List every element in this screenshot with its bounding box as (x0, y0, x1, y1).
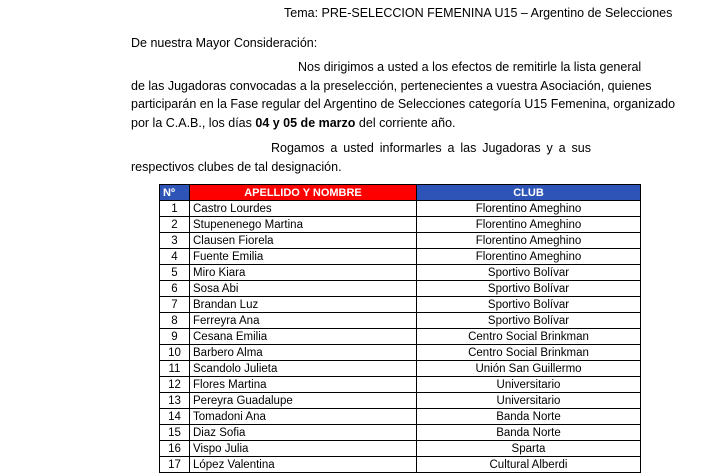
table-row (160, 265, 641, 281)
player-name: López Valentina (190, 457, 417, 473)
row-number: 7 (160, 297, 190, 313)
table-row (160, 409, 641, 425)
table-row (160, 361, 641, 377)
player-name: Tomadoni Ana (190, 409, 417, 425)
row-number: 17 (160, 457, 190, 473)
row-number: 14 (160, 409, 190, 425)
row-number: 10 (160, 345, 190, 361)
player-club: Centro Social Brinkman (417, 329, 641, 345)
header-club: CLUB (417, 185, 641, 201)
row-number: 9 (160, 329, 190, 345)
player-club: Cultural Alberdi (417, 457, 641, 473)
table-row (160, 249, 641, 265)
player-name: Flores Martina (190, 377, 417, 393)
table-row (160, 377, 641, 393)
row-number: 8 (160, 313, 190, 329)
player-club: Sportivo Bolívar (417, 281, 641, 297)
row-number: 16 (160, 441, 190, 457)
player-name: Stupenenego Martina (190, 217, 417, 233)
player-club: Centro Social Brinkman (417, 345, 641, 361)
row-number: 12 (160, 377, 190, 393)
row-number: 5 (160, 265, 190, 281)
player-name: Pereyra Guadalupe (190, 393, 417, 409)
paragraph-1-line-2: de las Jugadoras convocadas a la preselección, pertenecientes a vuestra Asociación, quienes (131, 78, 652, 93)
paragraph-1-line-4-start: por la C.A.B., los días (131, 115, 252, 130)
player-name: Brandan Luz (190, 297, 417, 313)
player-name: Cesana Emilia (190, 329, 417, 345)
player-club: Sportivo Bolívar (417, 297, 641, 313)
paragraph-1-line-3: participarán en la Fase regular del Argentino de Selecciones categoría U15 Femenina, organizado (131, 97, 676, 111)
player-club: Sportivo Bolívar (417, 313, 641, 329)
player-club: Sparta (417, 441, 641, 457)
player-club: Florentino Ameghino (417, 233, 641, 249)
player-club: Florentino Ameghino (417, 217, 641, 233)
player-club: Banda Norte (417, 425, 641, 441)
header-name: APELLIDO Y NOMBRE (190, 185, 417, 201)
row-number: 3 (160, 233, 190, 249)
player-name: Barbero Alma (190, 345, 417, 361)
player-name: Diaz Sofia (190, 425, 417, 441)
table-row (160, 425, 641, 441)
table-row (160, 297, 641, 313)
player-name: Sosa Abi (190, 281, 417, 297)
header-number: Nº (160, 185, 190, 201)
paragraph-2-line-2: respectivos clubes de tal designación. (131, 159, 342, 174)
table-row (160, 313, 641, 329)
player-club: Universitario (417, 393, 641, 409)
player-name: Fuente Emilia (190, 249, 417, 265)
paragraph-2-line-1: Rogamos a usted informarles a las Jugadoras y a sus (271, 141, 591, 155)
paragraph-1-line-4-end: del corriente año. (358, 115, 456, 130)
paragraph-1-line-4 (131, 114, 591, 133)
row-number: 2 (160, 217, 190, 233)
table-row (160, 457, 641, 473)
table-header-row (160, 185, 641, 201)
player-name: Scandolo Julieta (190, 361, 417, 377)
row-number: 11 (160, 361, 190, 377)
letter-topic: Tema: PRE-SELECCION FEMENINA U15 – Argentino de Selecciones (284, 6, 673, 20)
row-number: 13 (160, 393, 190, 409)
row-number: 4 (160, 249, 190, 265)
player-name: Vispo Julia (190, 441, 417, 457)
player-name: Miro Kiara (190, 265, 417, 281)
table-row (160, 233, 641, 249)
letter-greeting: De nuestra Mayor Consideración: (131, 36, 318, 50)
table-row (160, 329, 641, 345)
player-club: Banda Norte (417, 409, 641, 425)
paragraph-1-line-1: Nos dirigimos a usted a los efectos de remitirle la lista general (298, 60, 642, 74)
player-club: Florentino Ameghino (417, 249, 641, 265)
row-number: 15 (160, 425, 190, 441)
row-number: 6 (160, 281, 190, 297)
table-row (160, 345, 641, 361)
table-row (160, 393, 641, 409)
table-row (160, 281, 641, 297)
table-row (160, 441, 641, 457)
letter-paragraph-2 (131, 139, 591, 176)
table-row (160, 217, 641, 233)
players-table (159, 184, 641, 473)
player-club: Sportivo Bolívar (417, 265, 641, 281)
player-club: Universitario (417, 377, 641, 393)
table-row (160, 201, 641, 217)
player-name: Castro Lourdes (190, 201, 417, 217)
row-number: 1 (160, 201, 190, 217)
event-dates: 04 y 05 de marzo (255, 115, 356, 130)
player-club: Unión San Guillermo (417, 361, 641, 377)
player-name: Clausen Fiorela (190, 233, 417, 249)
player-club: Florentino Ameghino (417, 201, 641, 217)
letter-paragraph-1 (131, 58, 676, 132)
player-name: Ferreyra Ana (190, 313, 417, 329)
